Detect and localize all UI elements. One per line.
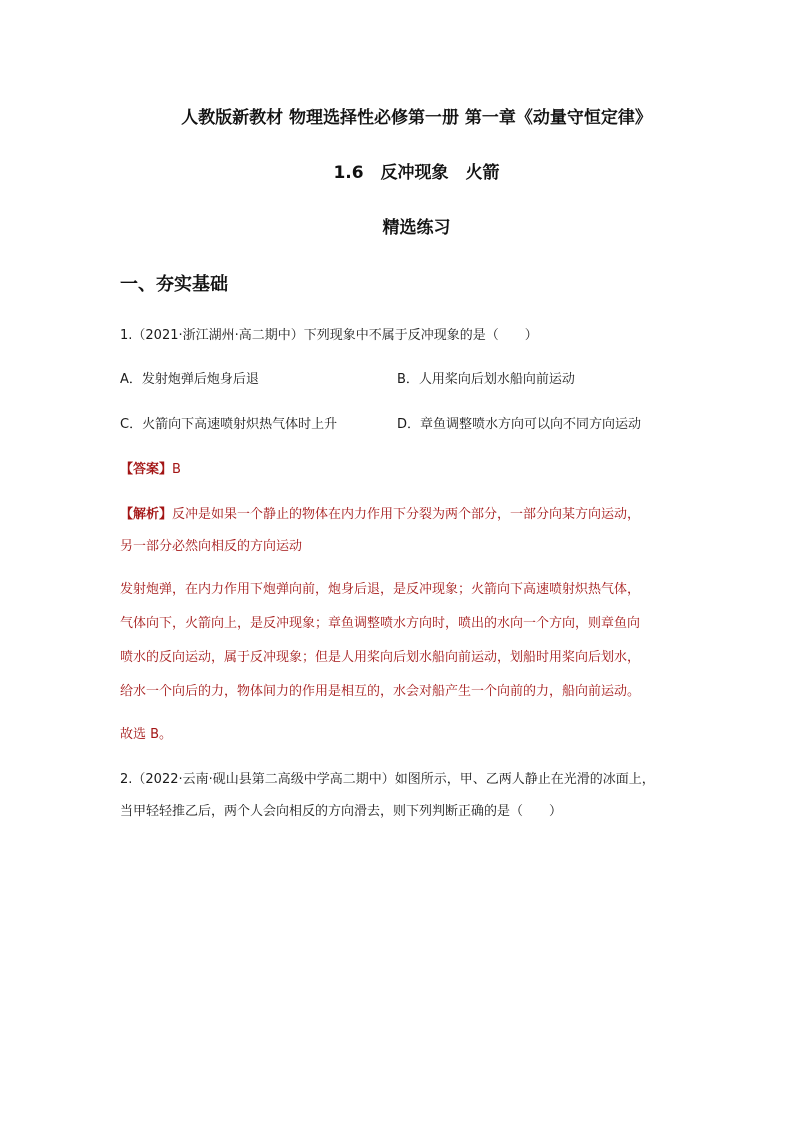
question-1-analysis-line-1 (120, 505, 680, 525)
question-2-stem-line-1: 2.（2022·云南·砚山县第二高级中学高二期中）如图所示，甲、乙两人静止在光滑的冰面上， (120, 772, 655, 787)
question-1-option-b: B．人用桨向后划水船向前运动 (397, 372, 575, 387)
question-1-detail-line-2: 气体向下，火箭向上，是反冲现象；章鱼调整喷水方向时，喷出的水向一个方向，则章鱼向 (120, 616, 641, 631)
document-title: 人教版新教材 物理选择性必修第一册 第一章《动量守恒定律》 (181, 108, 652, 128)
question-1-detail-line-1: 发射炮弹，在内力作用下炮弹向前，炮身后退，是反冲现象；火箭向下高速喷射炽热气体， (120, 582, 641, 597)
lesson-title: 1.6 反冲现象 火箭 (333, 163, 500, 183)
question-1-detail-line-4: 给水一个向后的力，物体间力的作用是相互的，水会对船产生一个向前的力，船向前运动。 (120, 684, 641, 699)
question-1-detail-line-3: 喷水的反向运动，属于反冲现象；但是人用桨向后划水船向前运动，划船时用桨向后划水， (120, 650, 641, 665)
question-1-analysis-line-2: 另一部分必然向相反的方向运动 (120, 539, 303, 554)
section-title: 一、夯实基础 (120, 274, 228, 295)
answer-tag: 【答案】 (120, 462, 173, 477)
question-1-stem: 1.（2021·浙江湖州·高二期中）下列现象中不属于反冲现象的是（ ） (120, 328, 538, 343)
exercise-heading: 精选练习 (382, 218, 451, 238)
question-1-answer (120, 460, 680, 480)
analysis-text-1: 反冲是如果一个静止的物体在内力作用下分裂为两个部分，一部分向某方向运动， (172, 507, 641, 522)
question-1-option-a: A．发射炮弹后炮身后退 (120, 372, 259, 387)
analysis-tag: 【解析】 (120, 507, 173, 522)
question-2-stem-line-2: 当甲轻轻推乙后，两个人会向相反的方向滑去，则下列判断正确的是（ ） (120, 804, 563, 819)
question-1-option-d: D．章鱼调整喷水方向可以向不同方向运动 (397, 417, 642, 432)
question-1-option-c: C．火箭向下高速喷射炽热气体时上升 (120, 417, 338, 432)
question-1-conclusion: 故选 B。 (120, 727, 173, 742)
answer-value: B (172, 462, 181, 477)
